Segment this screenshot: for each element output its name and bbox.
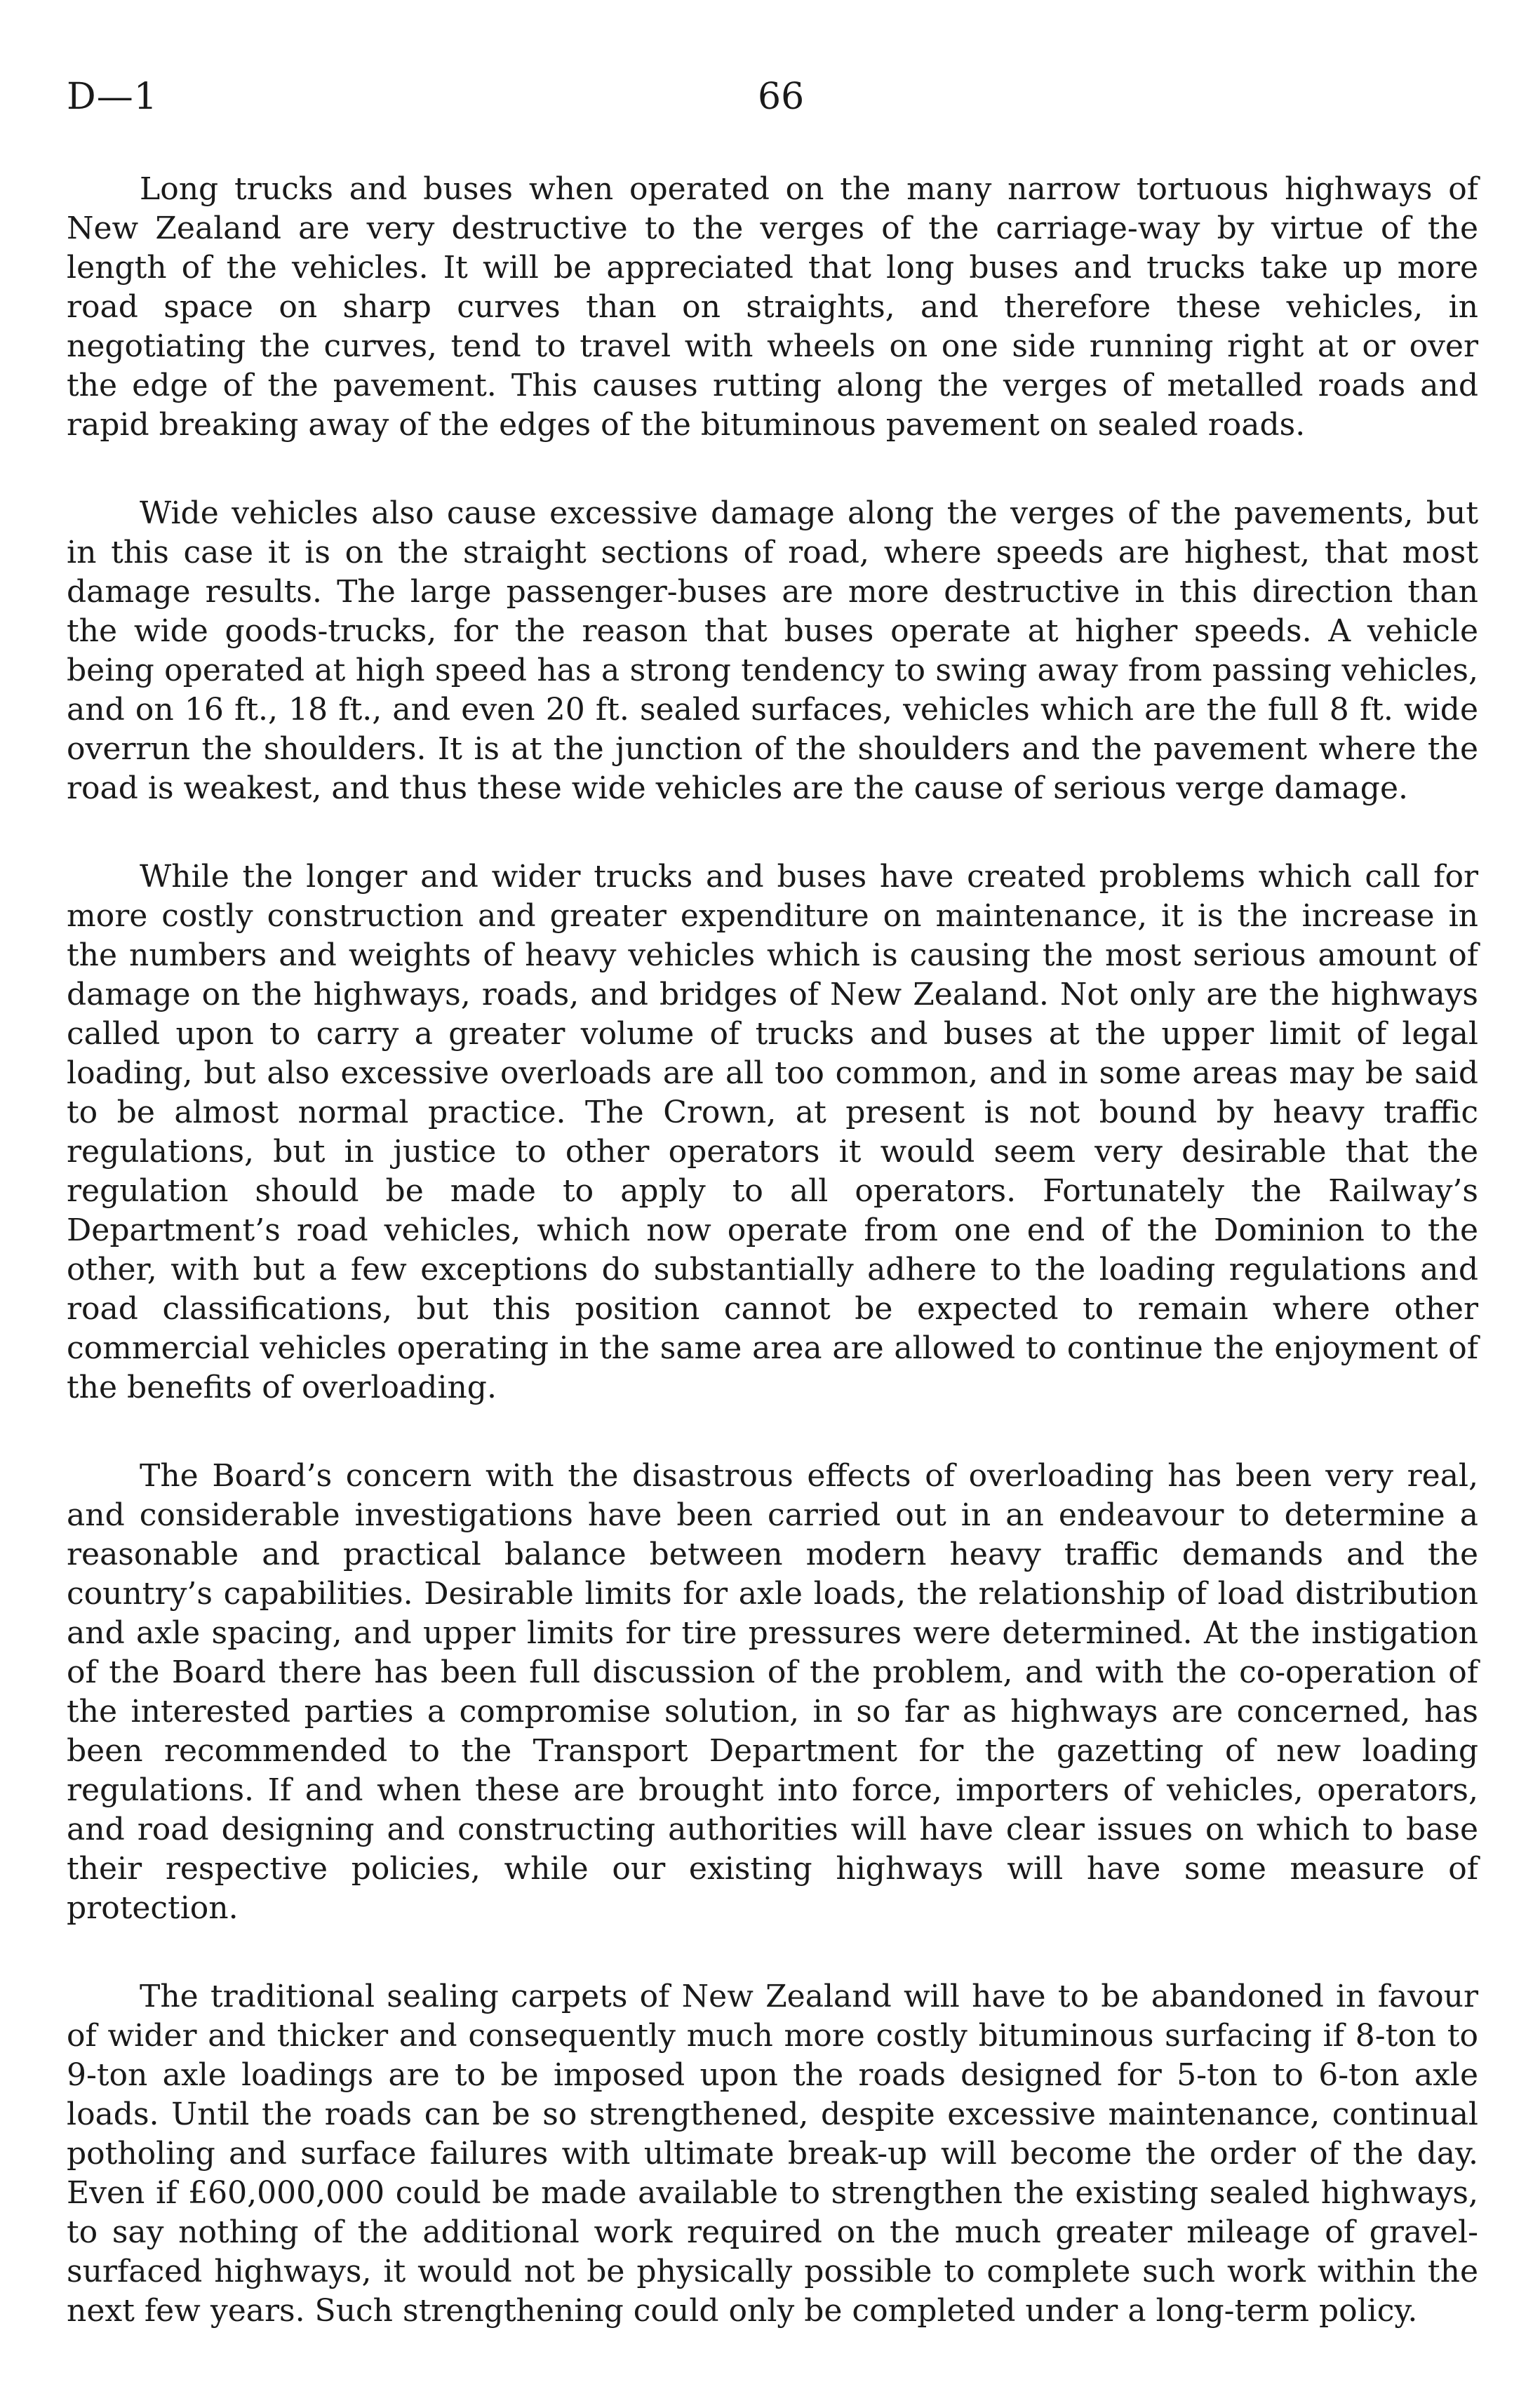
paragraph-wide-vehicles: Wide vehicles also cause excessive damage along the verges of the pavements, but in this case it is on the straight sections of road, where speeds are highest, that most damage results. The large passenger-buses are more destructive in this direction than the wide goods-trucks, for the reason that buses operate at higher speeds. A vehicle being operated at high speed has a strong tendency to swing away from passing vehicles, and on 16 ft., 18 ft., and even 20 ft. sealed surfaces, vehicles which are the full 8 ft. wide overrun the shoulders. It is at the junction of the shoulders and the pavement where the road is weakest, and thus these wide vehicles are the cause of serious verge damage. [67, 495, 1478, 806]
document-code: D—1 [67, 76, 158, 118]
paragraph-sealing-carpets: The traditional sealing carpets of New Zealand will have to be abandoned in favour of wider and thicker and consequently much more costly bituminous surfacing if 8-ton to 9-ton axle loadings are to be imposed upon the roads designed for 5-ton to 6-ton axle loads. Until the roads can be so strengthened, despite excessive maintenance, continual potholing and surface failures with ultimate break-up will become the order of the day. Even if £60,000,000 could be made available to strengthen the existing sealed highways, to say nothing of the additional work required on the much greater mileage of gravel-surfaced highways, it would not be physically possible to complete such work within the next few years. Such strengthening could only be completed under a long-term policy. [67, 1979, 1478, 2329]
page-number: 66 [758, 76, 805, 118]
paragraph-board-concern: The Board’s concern with the disastrous effects of overloading has been very real, and considerable investigations have been carried out in an endeavour to determine a reasonable and practical balance between modern heavy traffic demands and the country’s capabilities. Desirable limits for axle loads, the relationship of load distribution and axle spacing, and upper limits for tire pressures were determined. At the instigation of the Board there has been full discussion of the problem, and with the co-operation of the interested parties a compromise solution, in so far as highways are concerned, has been recommended to the Transport Department for the gazetting of new loading regulations. If and when these are brought into force, importers of vehicles, operators, and road designing and constructing authorities will have clear issues on which to base their respective policies, while our existing highways will have some measure of protection. [67, 1458, 1478, 1926]
page-header [67, 76, 1477, 132]
body-text [67, 170, 1478, 2331]
paragraph-long-vehicles: Long trucks and buses when operated on the many narrow tortuous highways of New Zealand are very destructive to the verges of the carriage-way by virtue of the length of the vehicles. It will be appreciated that long buses and trucks take up more road space on sharp curves than on straights, and therefore these vehicles, in negotiating the curves, tend to travel with wheels on one side running right at or over the edge of the pavement. This causes rutting along the verges of metalled roads and rapid breaking away of the edges of the bituminous pavement on sealed roads. [67, 171, 1478, 443]
paragraph-heavy-vehicles: While the longer and wider trucks and buses have created problems which call for more costly construction and greater expenditure on maintenance, it is the increase in the numbers and weights of heavy vehicles which is causing the most serious amount of damage on the highways, roads, and bridges of New Zealand. Not only are the highways called upon to carry a greater volume of trucks and buses at the upper limit of legal loading, but also excessive overloads are all too common, and in some areas may be said to be almost normal practice. The Crown, at present is not bound by heavy traffic regulations, but in justice to other operators it would seem very desirable that the regulation should be made to apply to all operators. Fortunately the Railway’s Department’s road vehicles, which now operate from one end of the Dominion to the other, with but a few exceptions do substantially adhere to the loading regulations and road classifications, but this position cannot be expected to remain where other commercial vehicles operating in the same area are allowed to continue the enjoyment of the benefits of overloading. [67, 859, 1478, 1405]
